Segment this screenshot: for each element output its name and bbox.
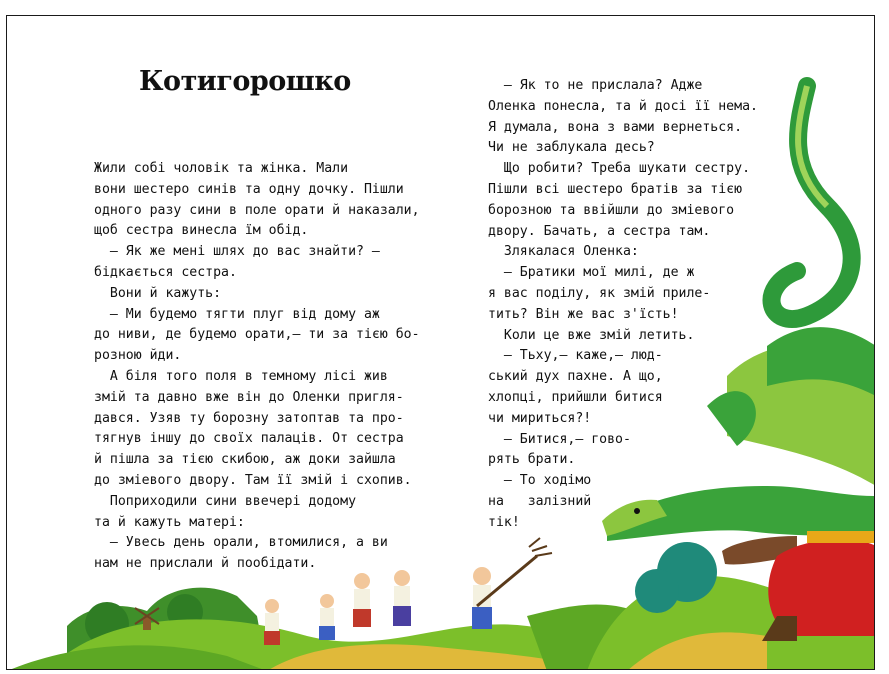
text-line: Чи не заблукала десь? [488,140,655,156]
text-line: дався. Узяв ту борозну затоптав та про- [94,410,404,426]
text-line: й пішла за тією скибою, аж доки зайшла [94,452,396,468]
text-line: Поприходили сини ввечері додому [94,493,357,509]
text-line: А біля того поля в темному лісі жив [94,368,388,384]
text-line: одного разу сини в поле орати й наказали, [94,202,420,218]
text-line: ський дух пахне. А що, [488,369,663,385]
text-line: — Тьху,— каже,— люд- [488,348,663,364]
text-line: вони шестеро синів та одну дочку. Пішли [94,181,404,197]
text-line: тік! [488,514,520,530]
text-line: Злякалася Оленка: [488,244,639,260]
text-line: щоб сестра винесла їм обід. [94,223,309,239]
text-line: на залізний [488,493,592,509]
text-line: змій та давно вже він до Оленки пригля- [94,389,404,405]
left-text-column [94,159,420,575]
text-line: Пішли всі шестеро братів за тією [488,181,743,197]
text-line: тить? Він же вас з'їсть! [488,306,679,322]
text-line: Що робити? Треба шукати сестру. [488,161,751,177]
text-line: Жили собі чоловік та жінка. Мали [94,161,349,176]
text-line: до зміевого двору. Там її змій і схопив. [94,472,412,488]
text-line: — Битися,— гово- [488,431,631,447]
text-line: Оленка понесла, та й досі її нема. [488,98,758,114]
text-line: Я думала, вона з вами вернеться. [488,119,743,135]
text-line: — То ходімо [488,473,592,489]
text-line: чи мириться?! [488,410,592,426]
text-line: тягнув іншу до своїх палаців. От сестра [94,431,404,447]
text-line: — Братики мої милі, де ж [488,265,695,281]
text-line: двору. Бачать, а сестра там. [488,223,711,239]
book-spread [6,15,875,670]
right-text-column [488,76,803,534]
text-line: рять брати. [488,452,576,468]
text-line: я вас поділу, як змій приле- [488,285,711,301]
text-line: — Ми будемо тягти плуг від дому аж [94,306,380,322]
page-title: Котигорошко [139,66,351,97]
text-line: та й кажуть матері: [94,514,245,530]
text-line: — Як же мені шлях до вас знайти? — [94,244,380,260]
text-line: Вони й кажуть: [94,285,222,301]
text-line: Коли це вже змій летить. [488,327,695,343]
text-line: бідкається сестра. [94,264,237,280]
text-line: — Увесь день орали, втомилися, а ви [94,535,388,551]
text-line: до ниви, де будемо орати,— ти за тією бо- [94,327,420,343]
text-line: — Як то не прислала? Адже [488,78,703,93]
text-line: хлопці, прийшли битися [488,389,663,405]
text-line: розною йди. [94,348,182,364]
text-line: нам не прислали й пообідати. [94,556,317,572]
text-line: борозною та ввійшли до зміевого [488,202,735,218]
